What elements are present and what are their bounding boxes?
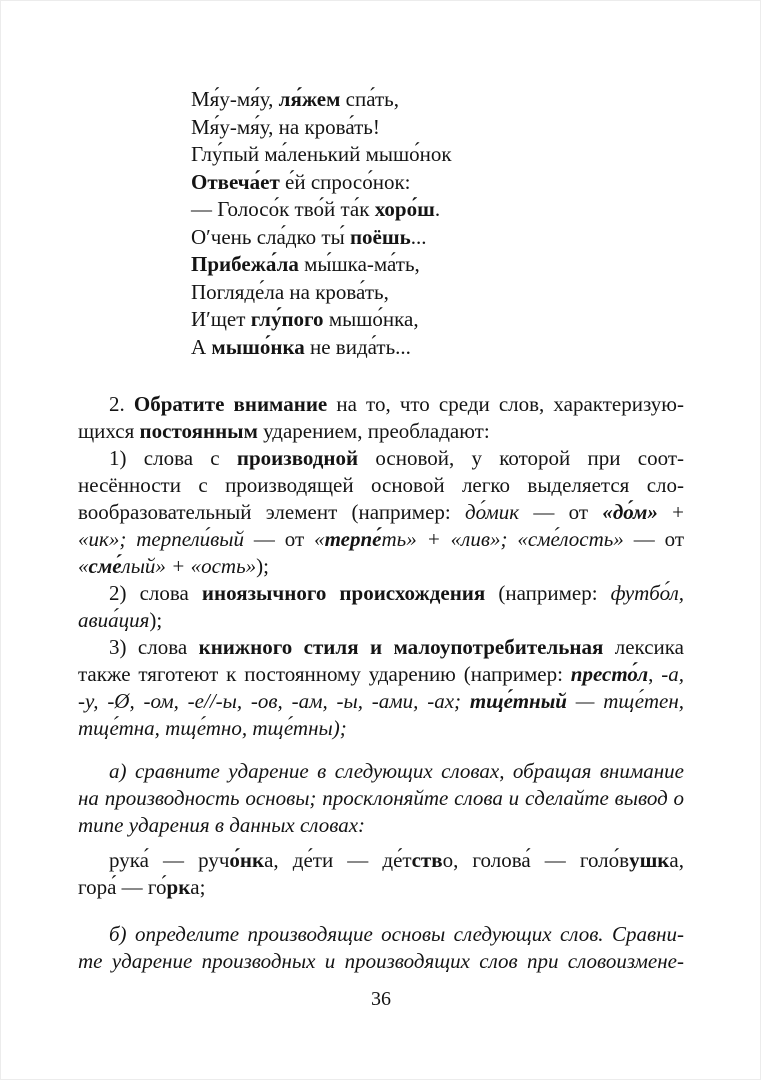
- text-segment: 2.: [109, 392, 134, 416]
- text-line: [78, 607, 684, 634]
- text-segment: сме́: [88, 554, 122, 578]
- text-segment: 1) слова с: [109, 446, 237, 470]
- text-segment: б) определите производящие основы следующих слов. Сравни-: [109, 922, 684, 946]
- text-segment: постоянным: [139, 419, 258, 443]
- text-segment: тще́тный: [469, 689, 567, 713]
- text-line: [191, 196, 621, 224]
- text-segment: терпе́: [324, 527, 382, 551]
- text-line: [78, 526, 684, 553]
- text-segment: хоро́ш: [374, 197, 435, 221]
- paragraph: [78, 847, 684, 901]
- text-segment: Иʹщет: [191, 307, 251, 331]
- paragraph: [78, 391, 684, 445]
- text-line: [78, 553, 684, 580]
- text-segment: рука́ — руч: [109, 848, 230, 872]
- text-line: [78, 785, 684, 812]
- text-segment: книжного стиля и малоупотребительная: [198, 635, 604, 659]
- text-line: [78, 948, 684, 975]
- text-segment: авиа́ция: [78, 608, 150, 632]
- text-segment: «: [314, 527, 325, 551]
- text-line: [78, 812, 684, 839]
- text-segment: -а,: [661, 662, 684, 686]
- text-segment: типе ударения в данных словах:: [78, 813, 366, 837]
- text-segment: Обратите внимание: [133, 392, 328, 416]
- text-segment: .: [434, 197, 441, 221]
- text-segment: а) сравните ударение в следующих словах, обращая внимание: [109, 759, 684, 783]
- text-line: [78, 445, 684, 472]
- text-line: [191, 224, 621, 252]
- text-segment: Отвеча́ет: [191, 169, 280, 194]
- text-segment: щихся: [78, 419, 140, 443]
- text-segment: (например:: [485, 581, 611, 605]
- text-segment: [461, 689, 470, 713]
- text-segment: не вида́ть...: [304, 334, 411, 359]
- text-segment: );: [256, 554, 269, 578]
- text-segment: а,: [669, 848, 684, 872]
- text-segment: ударением, преобладают:: [257, 419, 490, 443]
- text-segment: мы́шка-ма́ть,: [298, 252, 420, 276]
- text-line: [191, 169, 621, 197]
- text-segment: —: [566, 689, 604, 713]
- text-segment: те ударение производных и производящих слов при словоизмене-: [78, 949, 684, 973]
- text-segment: футбо́л,: [610, 581, 684, 605]
- text-segment: о́нк: [229, 848, 265, 872]
- text-line: [191, 279, 621, 307]
- text-segment: ств: [411, 848, 443, 872]
- text-segment: Прибежа́ла: [191, 252, 299, 276]
- text-line: [191, 86, 621, 114]
- text-line: [78, 715, 684, 742]
- text-segment: 3) слова: [109, 635, 199, 659]
- text-segment: о, голова́ — голо́в: [442, 848, 630, 872]
- text-segment: Мя́у-мя́у, на крова́ть!: [191, 114, 380, 139]
- text-segment: а;: [190, 875, 206, 899]
- text-segment: А: [191, 334, 212, 359]
- text-line: [78, 758, 684, 785]
- paragraph: [78, 921, 684, 975]
- text-segment: мышо́нка: [211, 334, 305, 359]
- text-segment: поёшь: [349, 224, 411, 249]
- text-segment: — от: [244, 527, 315, 551]
- text-line: [78, 921, 684, 948]
- text-segment: иноязычного происхождения: [201, 581, 486, 605]
- text-segment: на производность основы; просклоняйте слова и сделайте вывод о: [78, 786, 684, 810]
- text-line: [191, 251, 621, 279]
- text-segment: «ик»; терпели́вый: [78, 527, 244, 551]
- body-text: [78, 391, 684, 975]
- text-segment: лексика: [603, 635, 684, 659]
- text-segment: е́й спросо́нок:: [279, 169, 411, 194]
- text-line: [191, 141, 621, 169]
- text-segment: тще́тен,: [603, 689, 684, 713]
- text-segment: основой, у которой при соот-: [358, 446, 685, 470]
- text-segment: ть» + «лив»; «сме́лость»: [381, 527, 624, 551]
- text-segment: несённости с производящей основой легко выделяется сло-: [78, 473, 684, 497]
- text-segment: на то, что среди слов, характеризую-: [327, 392, 684, 416]
- text-segment: +: [657, 500, 685, 524]
- text-segment: производной: [236, 446, 359, 470]
- text-segment: -у, -Ø, -ом, -е//-ы, -ов, -ам, -ы, -ами, -ах;: [78, 689, 462, 713]
- text-segment: );: [149, 608, 163, 632]
- text-segment: также тяготеют к постоянному ударению (например:: [78, 662, 571, 686]
- text-line: [78, 391, 684, 418]
- text-line: [78, 418, 684, 445]
- text-segment: лый» + «ость»: [121, 554, 257, 578]
- text-segment: — от: [623, 527, 685, 551]
- text-line: [78, 472, 684, 499]
- text-segment: Погляде́ла на крова́ть,: [191, 279, 389, 304]
- text-line: [78, 874, 684, 901]
- text-segment: рк: [166, 875, 191, 899]
- text-line: [78, 634, 684, 661]
- text-line: [78, 847, 684, 874]
- text-segment: гора́ — го́: [78, 875, 167, 899]
- text-segment: — Голосо́к тво́й та́к: [191, 197, 375, 221]
- text-segment: «до́м»: [602, 500, 658, 524]
- text-segment: вообразовательный элемент (например:: [78, 500, 466, 524]
- text-segment: до́мик: [465, 500, 520, 524]
- text-segment: престо́л: [570, 662, 649, 686]
- text-line: [191, 114, 621, 142]
- text-line: [191, 334, 621, 362]
- text-segment: глу́пого: [250, 307, 324, 331]
- text-segment: мышо́нка,: [323, 307, 419, 331]
- text-segment: ...: [410, 224, 427, 249]
- text-segment: ля́жем: [278, 87, 341, 111]
- page-number: 36: [371, 988, 391, 1010]
- text-line: [78, 499, 684, 526]
- text-line: [78, 688, 684, 715]
- text-segment: «: [78, 554, 89, 578]
- paragraph: [78, 580, 684, 634]
- text-segment: 2) слова: [109, 581, 202, 605]
- text-segment: — от: [519, 500, 603, 524]
- paragraph: [78, 758, 684, 839]
- text-segment: Мя́у-мя́у,: [191, 87, 279, 111]
- text-segment: ,: [648, 662, 662, 686]
- text-segment: тще́тна, тще́тно, тще́тны);: [78, 716, 347, 740]
- text-segment: спа́ть,: [340, 87, 399, 111]
- poem: [191, 86, 621, 361]
- text-segment: ушк: [629, 848, 670, 872]
- paragraph: [78, 634, 684, 742]
- text-line: [78, 661, 684, 688]
- text-line: [78, 580, 684, 607]
- text-segment: Глу́пый ма́ленький мышо́нок: [191, 142, 452, 166]
- text-segment: а, де́ти — де́т: [264, 848, 412, 872]
- paragraph: [78, 445, 684, 580]
- text-segment: Оʹчень сла́дко ты́: [191, 224, 350, 249]
- text-line: [191, 306, 621, 334]
